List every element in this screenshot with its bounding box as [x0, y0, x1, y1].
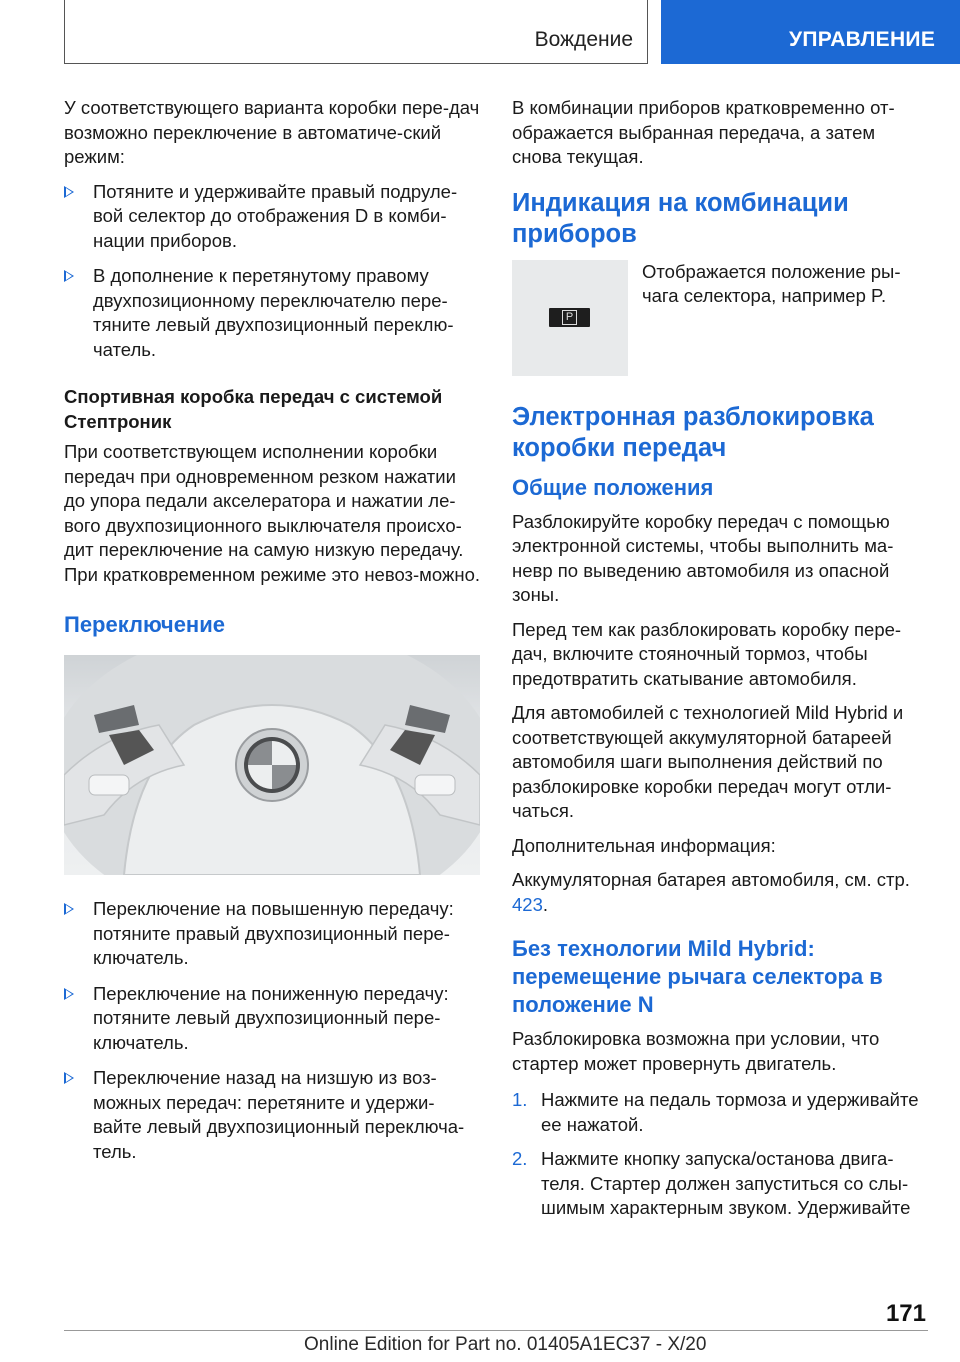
header-chapter-tab: [661, 0, 960, 64]
indicator-row: [512, 260, 928, 376]
triangle-bullet-icon: [64, 270, 74, 282]
footer-divider: [64, 1330, 928, 1331]
bullet-item: Потяните и удерживайте правый подруле-вой селектор до отображения D в комби-нации приборов.: [64, 180, 480, 254]
general-paragraph: Для автомобилей с технологией Mild Hybrid и соответствующей аккумуляторной батареей автомобиля шаги выполнения действий по разблокировке коробки передач могут отли-чаться.: [512, 702, 904, 821]
steering-wheel-illustration: [64, 655, 480, 875]
bullet-item: Переключение назад на низшую из воз-можных передач: перетяните и удержи-вайте левый двухпозиционный переключа-тель.: [64, 1066, 480, 1164]
triangle-bullet-icon: [64, 1072, 74, 1084]
triangle-bullet-icon: [64, 988, 74, 1000]
triangle-bullet-icon: [64, 186, 74, 198]
sport-heading: Спортивная коробка передач с системой Стептроник: [64, 386, 443, 432]
right-column: [512, 96, 928, 1231]
header-chapter-label: УПРАВЛЕНИЕ: [789, 28, 936, 51]
general-heading: Общие положения: [512, 474, 714, 500]
left-column: [64, 96, 480, 1175]
step-item: 2. Нажмите кнопку запуска/останова двига-теля. Стартер должен запуститься со слы-шимым характерным звуком. Удерживайте: [512, 1148, 911, 1218]
bullet-item: В дополнение к перетянутому правому двухпозиционному переключателю пере-тяните левый двухпозиционный переклю-чатель.: [64, 264, 480, 362]
general-paragraph: Дополнительная информация:: [512, 834, 776, 856]
bullet-item: Переключение на повышенную передачу: потяните правый двухпозиционный пере-ключатель.: [64, 897, 480, 971]
triangle-bullet-icon: [64, 903, 74, 915]
bullet-item: Переключение на пониженную передачу: потяните левый двухпозиционный пере-ключатель.: [64, 982, 480, 1056]
gear-indicator-image: [512, 260, 628, 376]
intro-paragraph-right: В комбинации приборов кратковременно от-ображается выбранная передача, а затем снова текущая.: [512, 97, 895, 167]
steering-wheel-image: [64, 655, 480, 875]
footer-edition: Online Edition for Part no. 01405A1EC37 - X/20: [304, 1334, 707, 1355]
header-section-label: Вождение: [534, 28, 633, 51]
page-number: 171: [885, 1300, 926, 1327]
nohybrid-paragraph: Разблокировка возможна при условии, что стартер может провернуть двигатель.: [512, 1028, 880, 1074]
general-paragraph: Перед тем как разблокировать коробку пере-дач, включите стояночный тормоз, чтобы предотвратить скатывание автомобиля.: [512, 618, 902, 689]
nohybrid-heading: Без технологии Mild Hybrid: перемещение рычага селектора в положение N: [512, 936, 883, 1017]
indication-heading: Индикация на комбинации приборов: [512, 188, 849, 248]
gear-letter: P: [562, 310, 577, 325]
general-paragraph: Разблокируйте коробку передач с помощью электронной системы, чтобы выполнить ма-невр по выведению автомобиля из опасной зоны.: [512, 510, 894, 605]
reference-paragraph: Аккумуляторная батарея автомобиля, см. стр. 423.: [512, 869, 910, 915]
step-item: 1. Нажмите на педаль тормоза и удерживайте ее нажатой.: [512, 1089, 919, 1135]
shift-heading: Переключение: [64, 612, 225, 637]
header-section-tab: [64, 0, 648, 64]
page-link[interactable]: 423: [512, 893, 543, 915]
sport-paragraph: При соответствующем исполнении коробки передач при одновременном резком нажатии до упора педали акселератора и нажатии ле-вого двухпозиционного выключателя происхо-дит переключение на самую низкую передачу. При кратковременном режиме это невоз-можно.: [64, 441, 481, 585]
unlock-heading: Электронная разблокировка коробки передач: [512, 402, 874, 462]
intro-paragraph: У соответствующего варианта коробки пере-дач возможно переключение в автоматиче-ский режим:: [64, 97, 480, 167]
gear-display-icon: [549, 308, 590, 327]
indication-paragraph: Отображается положение ры-чага селектора, например P.: [642, 260, 901, 306]
